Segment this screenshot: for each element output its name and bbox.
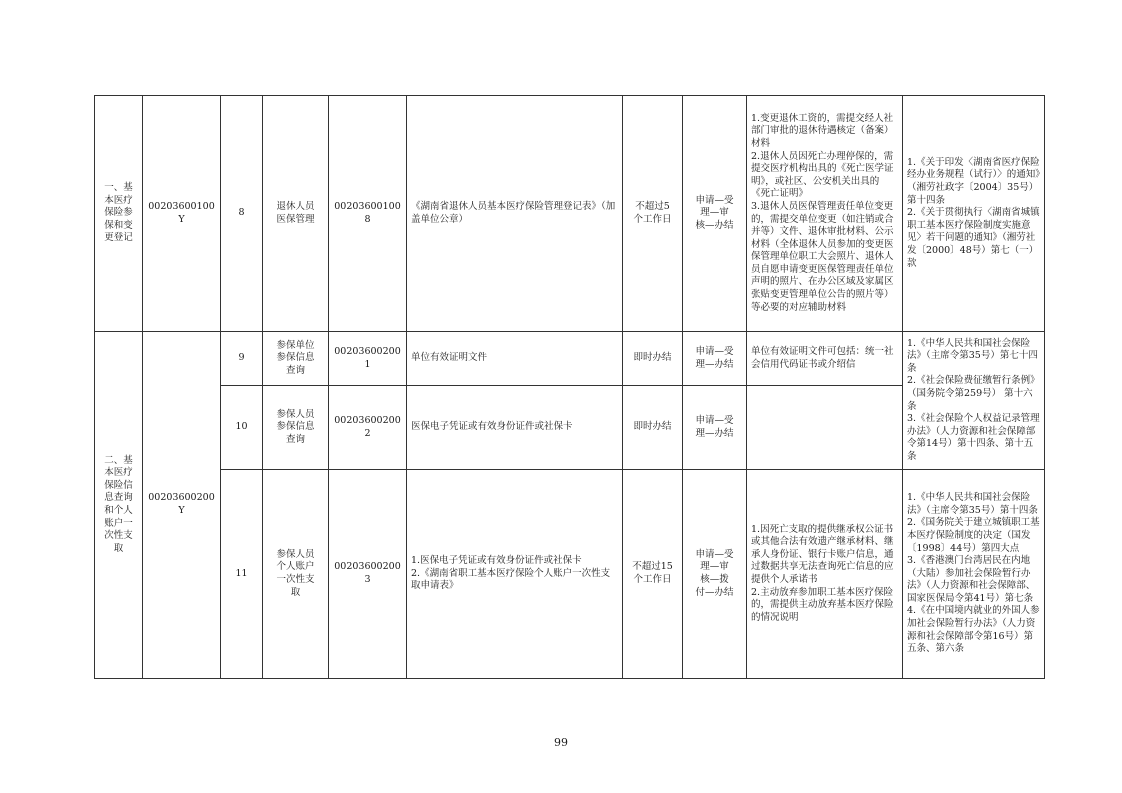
page-number: 99: [554, 736, 568, 749]
notes-cell: [747, 386, 903, 470]
legal-basis-cell: 1.《中华人民共和国社会保险法》（主席令第35号）第十四条 2.《国务院关于建立城镇职工基本医疗保险制度的决定（国发〔1998〕44号）第四大点 3.《香港澳门台湾居民在内地（大陆）参加社会保险暂行办法》（人力资源和社会保障部、国家医保局令第41号）第七条 4.《在中国境内就业的外国人参加社会保险暂行办法》（人力资源和社会保障部令第16号）第五条、第六条: [903, 470, 1045, 679]
materials-cell: 1.医保电子凭证或有效身份证件或社保卡 2.《湖南省职工基本医疗保险个人账户一次性支取申请表》: [407, 470, 623, 679]
item-code-cell: 002036002002: [329, 386, 407, 470]
item-code-cell: 002036001008: [329, 96, 407, 332]
notes-cell: 单位有效证明文件可包括：统一社会信用代码证书或介绍信: [747, 332, 903, 386]
legal-basis-cell: 1.《关于印发〈湖南省医疗保险经办业务规程（试行）〉的通知》（湘劳社政字〔2004〕35号） 第十四条 2.《关于贯彻执行〈湖南省城镇职工基本医疗保险制度实施意见〉若干问题的通知》（湘劳社发〔2000〕48号）第七（一）款: [903, 96, 1045, 332]
materials-cell: 单位有效证明文件: [407, 332, 623, 386]
item-code-cell: 002036002001: [329, 332, 407, 386]
process-cell: 申请—受 理—办结: [683, 386, 747, 470]
time-limit-cell: 不超过5 个工作日: [623, 96, 683, 332]
item-number-cell: 8: [221, 96, 263, 332]
item-name-cell: 参保单位 参保信息 查询: [263, 332, 329, 386]
item-name-cell: 参保人员 个人账户 一次性支 取: [263, 470, 329, 679]
time-limit-cell: 即时办结: [623, 386, 683, 470]
item-code-cell: 002036002003: [329, 470, 407, 679]
materials-cell: 《湖南省退休人员基本医疗保险管理登记表》（加盖单位公章）: [407, 96, 623, 332]
materials-cell: 医保电子凭证或有效身份证件或社保卡: [407, 386, 623, 470]
item-number-cell: 11: [221, 470, 263, 679]
time-limit-cell: 不超过15 个工作日: [623, 470, 683, 679]
item-name-cell: 退休人员 医保管理: [263, 96, 329, 332]
table-row: [95, 470, 1045, 679]
parent-code-cell: 00203600200Y: [143, 332, 221, 679]
table-row: [95, 386, 1045, 470]
process-cell: 申请—受 理—审 核—拨 付—办结: [683, 470, 747, 679]
table-row: [95, 332, 1045, 386]
process-cell: 申请—受 理—审 核—办结: [683, 96, 747, 332]
category-cell: 一、基 本医疗 保险参 保和变 更登记: [95, 96, 143, 332]
notes-cell: 1.因死亡支取的提供继承权公证书或其他合法有效遗产继承材料、继承人身份证、银行卡账户信息，通过数据共享无法查询死亡信息的应提供个人承诺书 2.主动放弃参加职工基本医疗保险的，需提供主动放弃基本医疗保险的情况说明: [747, 470, 903, 679]
notes-cell: 1.变更退休工资的，需提交经人社部门审批的退休待遇核定（备案）材料 2.退休人员因死亡办理停保的，需提交医疗机构出具的《死亡医学证明》，或社区、公安机关出具的《死亡证明》 3.退休人员医保管理责任单位变更的，需提交单位变更（如注销或合并等）文件、退休审批材料、公示材料（全体退休人员参加的变更医保管理单位职工大会照片、退休人员自愿申请变更医保管理责任单位声明的照片、在办公区域及家属区张贴变更管理单位公告的照片等）等必要的对应辅助材料: [747, 96, 903, 332]
service-items-table: [94, 95, 1045, 679]
table-row: [95, 96, 1045, 332]
time-limit-cell: 即时办结: [623, 332, 683, 386]
item-name-cell: 参保人员 参保信息 查询: [263, 386, 329, 470]
item-number-cell: 9: [221, 332, 263, 386]
category-cell: 二、基 本医疗 保险信 息查询 和个人 账户一 次性支 取: [95, 332, 143, 679]
item-number-cell: 10: [221, 386, 263, 470]
process-cell: 申请—受 理—办结: [683, 332, 747, 386]
parent-code-cell: 00203600100Y: [143, 96, 221, 332]
legal-basis-cell: 1.《中华人民共和国社会保险法》（主席令第35号）第七十四条 2.《社会保险费征缴暂行条例》（国务院令第259号） 第十六条 3.《社会保险个人权益记录管理办法》（人力资源和社会保障部令第14号）第十四条、第十五条: [903, 332, 1045, 470]
